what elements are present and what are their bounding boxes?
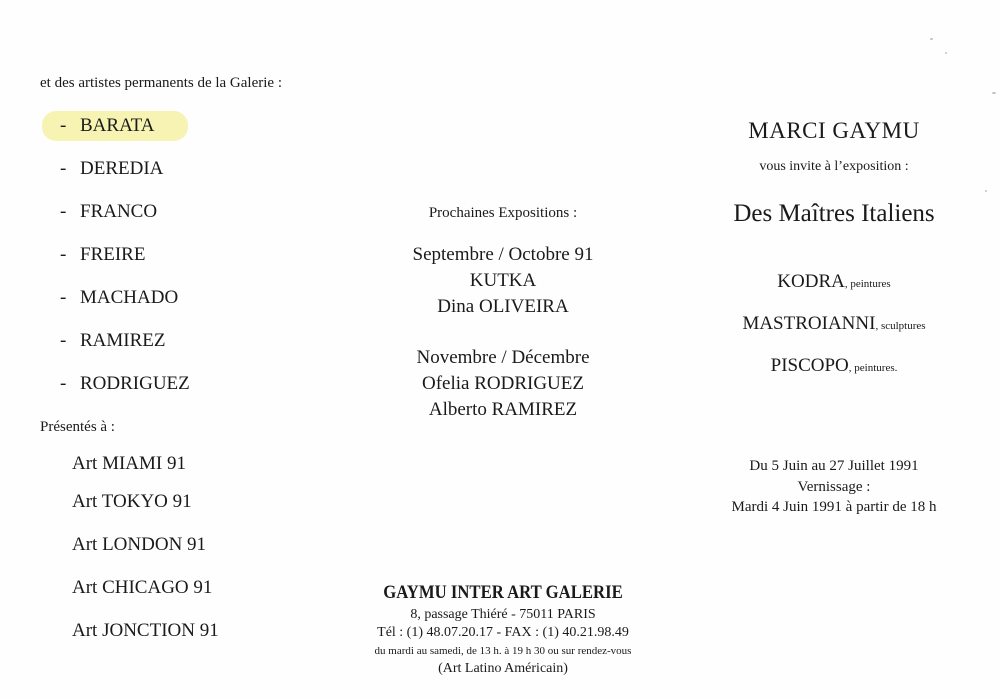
- art-fair-item: Art CHICAGO 91: [72, 577, 213, 598]
- exhibitor-entry: PISCOPO, peintures.: [770, 355, 898, 376]
- presented-at-label: Présentés à :: [40, 419, 115, 435]
- scan-speck: [992, 92, 996, 94]
- upcoming-period: Novembre / Décembre: [416, 347, 590, 368]
- upcoming-period: Septembre / Octobre 91: [412, 244, 594, 265]
- artist-item: - MACHADO: [60, 287, 179, 308]
- scan-speck: [985, 190, 987, 192]
- exhibition-dates: Du 5 Juin au 27 Juillet 1991: [749, 458, 919, 474]
- invite-line: vous invite à l’exposition :: [759, 159, 909, 174]
- upcoming-artist: KUTKA: [469, 270, 537, 291]
- art-fair-item: Art MIAMI 91: [72, 453, 186, 474]
- artist-item: - DEREDIA: [60, 158, 164, 179]
- gallery-specialty: (Art Latino Américain): [438, 661, 568, 676]
- art-fair-item: Art LONDON 91: [72, 534, 207, 555]
- art-fair-item: Art TOKYO 91: [72, 491, 192, 512]
- art-fair-item: Art JONCTION 91: [72, 620, 219, 641]
- host-name: MARCI GAYMU: [748, 118, 920, 143]
- upcoming-artist: Ofelia RODRIGUEZ: [422, 373, 584, 394]
- scan-speck: [945, 52, 947, 54]
- scan-speck: [930, 38, 933, 40]
- gallery-name-wrapper: [355, 582, 651, 604]
- vernissage-date: Mardi 4 Juin 1991 à partir de 18 h: [731, 499, 937, 515]
- artist-item: - RODRIGUEZ: [60, 373, 190, 394]
- upcoming-artist: Alberto RAMIREZ: [428, 399, 578, 420]
- permanent-artists-intro: et des artistes permanents de la Galerie :: [40, 75, 282, 91]
- exhibitor-entry: MASTROIANNI, sculptures: [742, 313, 926, 334]
- gallery-phone: Tél : (1) 48.07.20.17 - FAX : (1) 40.21.98.49: [377, 625, 629, 640]
- artist-item: - FRANCO: [60, 201, 158, 222]
- exhibitor-entry: KODRA, peintures: [777, 271, 891, 292]
- gallery-hours: du mardi au samedi, de 13 h. à 19 h 30 ou sur rendez-vous: [374, 645, 632, 657]
- vernissage-label: Vernissage :: [797, 479, 871, 495]
- upcoming-exhibitions-label: Prochaines Expositions :: [428, 205, 578, 221]
- exhibition-title: Des Maîtres Italiens: [733, 200, 935, 227]
- artist-item: - FREIRE: [60, 244, 146, 265]
- gallery-name: GAYMU INTER ART GALERIE: [383, 582, 623, 603]
- upcoming-artist: Dina OLIVEIRA: [437, 296, 569, 317]
- gallery-address: 8, passage Thiéré - 75011 PARIS: [410, 607, 596, 622]
- artist-item: - BARATA: [60, 115, 155, 136]
- artist-item: - RAMIREZ: [60, 330, 166, 351]
